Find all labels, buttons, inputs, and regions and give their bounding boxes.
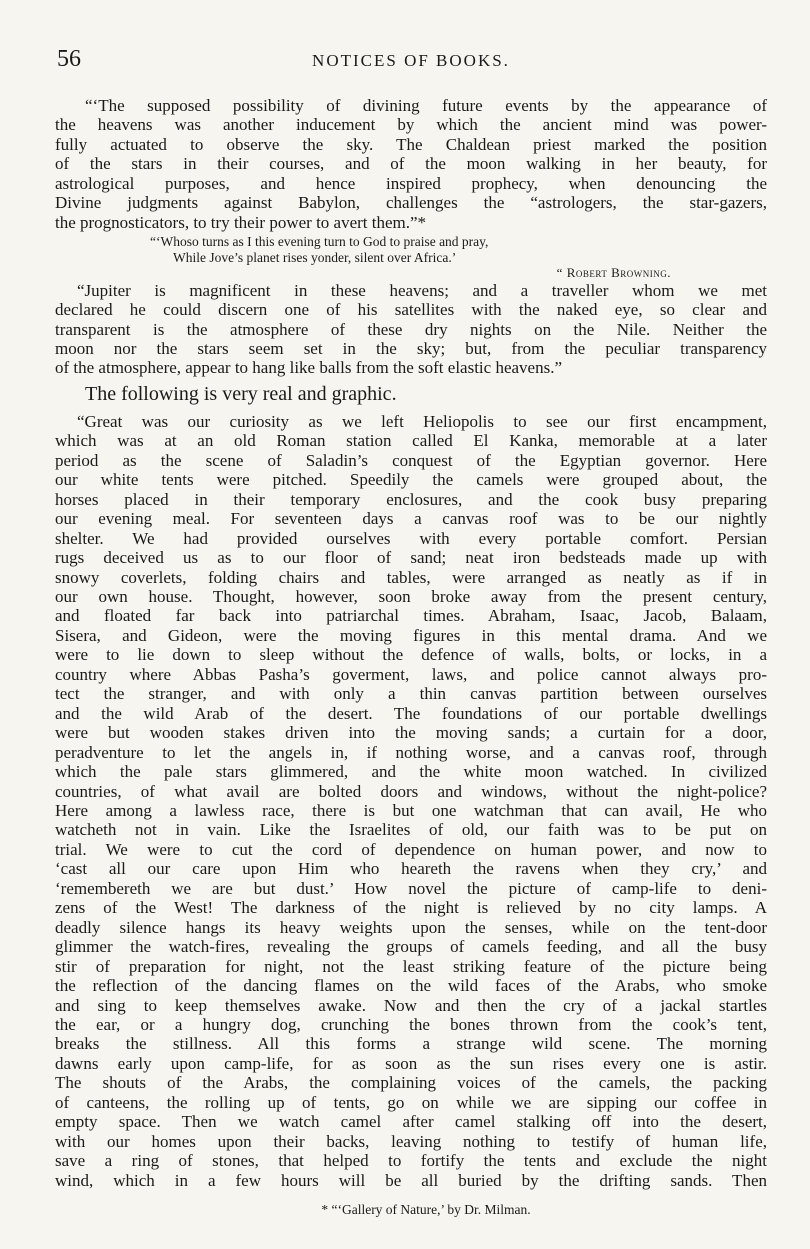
verse-line: “‘Whoso turns as I this evening turn to God to praise and pray, [150, 234, 489, 250]
verse-attribution: “ Robert Browning. [556, 265, 671, 281]
text-line: countries, of what avail are bolted doors and windows, without the night-police? [55, 781, 767, 801]
text-line: our evening meal. For seventeen days a canvas roof was to be our nightly [55, 509, 767, 529]
book-page [55, 46, 767, 1218]
text-line: horses placed in their temporary enclosures, and the cook busy preparing [55, 489, 767, 509]
subheading: The following is very real and graphic. [85, 382, 397, 405]
text-line: moon nor the stars seem set in the sky; but, from the peculiar transparency [55, 339, 767, 359]
verse-line: While Jove’s planet rises yonder, silent over Africa.’ [173, 249, 457, 265]
text-line: our white tents were pitched. Speedily the camels were grouped about, the [55, 470, 767, 490]
text-line: of the atmosphere, appear to hang like balls from the soft elastic heavens.” [55, 358, 562, 378]
text-line: ‘remembereth we are but dust.’ How novel the picture of camp-life to deni- [55, 878, 767, 898]
text-line: and the wild Arab of the desert. The foundations of our portable dwellings [55, 703, 767, 723]
text-line: snowy coverlets, folding chairs and tables, were arranged as neatly as if in [55, 567, 767, 587]
page-body [55, 96, 767, 1218]
text-line: declared he could discern one of his satellites with the naked eye, so clear and [55, 300, 767, 320]
text-line: deadly silence hangs its heavy weights upon the senses, while on the tent-door [55, 917, 767, 937]
text-line: dawns early upon camp-life, for as soon as the sun rises every one is astir. [55, 1053, 767, 1073]
page-number: 56 [57, 46, 81, 72]
text-line: “Great was our curiosity as we left Heliopolis to see our first encampment, [77, 411, 767, 431]
text-line: empty space. Then we watch camel after camel stalking off into the desert, [55, 1112, 767, 1132]
text-line: of canteens, the rolling up of tents, go on while we are sipping our coffee in [55, 1092, 767, 1112]
text-line: of the stars in their courses, and of the moon walking in her beauty, for [55, 154, 767, 174]
text-line: and sing to keep themselves awake. Now and then the cry of a jackal startles [55, 995, 767, 1015]
footnote: * “‘Gallery of Nature,’ by Dr. Milman. [321, 1202, 531, 1218]
text-line: tect the stranger, and with only a thin canvas partition between ourselves [55, 684, 767, 704]
paragraph-astrology [55, 96, 767, 232]
text-line: wind, which in a few hours will be all buried by the drifting sands. Then [55, 1170, 767, 1190]
text-line: trial. We were to cut the cord of dependence on human power, and now to [55, 839, 767, 859]
running-head: NOTICES OF BOOKS. [312, 51, 510, 70]
text-line: breaks the stillness. All this forms a strange wild scene. The morning [55, 1034, 767, 1054]
text-line: the heavens was another inducement by which the ancient mind was power- [55, 115, 767, 135]
text-line: ‘cast all our care upon Him who heareth the ravens when they cry,’ and [55, 859, 767, 879]
text-line: stir of preparation for night, not the least striking feature of the picture being [55, 956, 767, 976]
text-line: zens of the West! The darkness of the night is relieved by no city lamps. A [55, 898, 767, 918]
text-line: with our homes upon their backs, leaving nothing to testify of human life, [55, 1131, 767, 1151]
text-line: and floated far back into patriarchal times. Abraham, Isaac, Jacob, Balaam, [55, 606, 767, 626]
text-line: shelter. We had provided ourselves with every portable comfort. Persian [55, 528, 767, 548]
text-line: period as the scene of Saladin’s conquest of the Egyptian governor. Here [55, 450, 767, 470]
text-line: “‘The supposed possibility of divining future events by the appearance of [85, 96, 767, 115]
text-line: watcheth not in vain. Like the Israelites of old, our faith was to be put on [55, 820, 767, 840]
text-line: Here among a lawless race, there is but one watchman that can avail, He who [55, 801, 767, 820]
text-line: the reflection of the dancing flames on the wild faces of the Arabs, who smoke [55, 976, 767, 996]
text-line: save a ring of stones, that helped to fortify the tents and exclude the night [55, 1151, 767, 1171]
text-line: transparent is the atmosphere of these dry nights on the Nile. Neither the [55, 319, 767, 339]
verse-quotation [55, 234, 767, 281]
text-line: “Jupiter is magnificent in these heavens; and a traveller whom we met [77, 280, 767, 300]
text-line: Sisera, and Gideon, were the moving figures in this mental drama. And we [55, 625, 767, 645]
text-line: were but wooden stakes driven into the moving sands; a curtain for a door, [55, 723, 767, 743]
text-line: which was at an old Roman station called El Kanka, memorable at a later [55, 431, 767, 451]
paragraph-encampment [55, 412, 767, 1190]
text-line: fully actuated to observe the sky. The Chaldean priest marked the position [55, 134, 767, 154]
text-line: Divine judgments against Babylon, challenges the “astrologers, the star-gazers, [55, 193, 767, 213]
text-line: peradventure to let the angels in, if nothing worse, and a canvas roof, through [55, 742, 767, 762]
text-line: country where Abbas Pasha’s goverment, laws, and police cannot always pro- [55, 664, 767, 684]
text-line: were to lie down to sleep without the defence of walls, bolts, or locks, in a [55, 645, 767, 665]
text-line: rugs deceived us as to our floor of sand; neat iron bedsteads made up with [55, 548, 767, 568]
text-line: the ear, or a hungry dog, crunching the bones thrown from the cook’s tent, [55, 1014, 767, 1034]
text-line: glimmer the watch-fires, revealing the groups of camels feeding, and all the busy [55, 937, 767, 957]
text-line: astrological purposes, and hence inspired prophecy, when denouncing the [55, 173, 767, 193]
text-line: which the pale stars glimmered, and the white moon watched. In civilized [55, 762, 767, 782]
paragraph-jupiter [55, 281, 767, 378]
text-line: the prognosticators, to try their power to avert them.”* [55, 212, 427, 232]
text-line: our own house. Thought, however, soon broke away from the present century, [55, 587, 767, 607]
text-line: The shouts of the Arabs, the complaining voices of the camels, the packing [55, 1073, 767, 1093]
page-header [55, 46, 767, 76]
